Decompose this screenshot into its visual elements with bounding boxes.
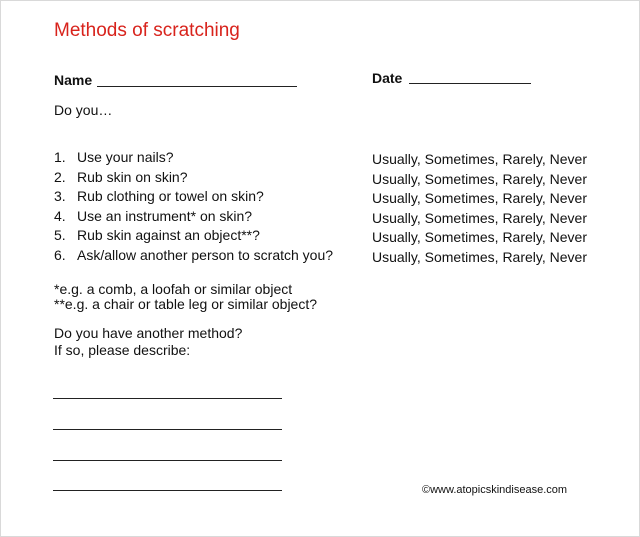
question-row <box>54 227 614 247</box>
question-number: 5. <box>54 227 66 244</box>
page-title: Methods of scratching <box>54 20 240 41</box>
answer-options: Usually, Sometimes, Rarely, Never <box>372 170 587 187</box>
question-text: Use an instrument* on skin? <box>77 207 253 224</box>
question-number: 1. <box>54 149 66 165</box>
question-number: 6. <box>54 246 66 263</box>
question-row <box>54 169 614 189</box>
footnote-double: **e.g. a chair or table leg or similar object? <box>54 296 318 312</box>
question-row <box>54 208 614 228</box>
name-label: Name <box>54 72 93 88</box>
question-text: Rub skin on skin? <box>77 168 188 185</box>
answer-blank-line[interactable] <box>53 490 282 491</box>
intro-text: Do you… <box>54 102 113 118</box>
question-text: Rub clothing or towel on skin? <box>77 188 264 205</box>
question-number: 3. <box>54 188 66 205</box>
other-method-prompt: If so, please describe: <box>54 342 191 358</box>
question-number: 2. <box>54 168 66 185</box>
answer-options: Usually, Sometimes, Rarely, Never <box>372 190 587 207</box>
copyright-text: ©www.atopicskindisease.com <box>422 484 568 496</box>
question-row <box>54 247 614 267</box>
answer-blank-line[interactable] <box>53 398 282 399</box>
date-label: Date <box>372 70 403 86</box>
question-row <box>54 188 614 208</box>
answer-options: Usually, Sometimes, Rarely, Never <box>372 248 587 265</box>
question-text: Use your nails? <box>77 149 174 165</box>
question-number: 4. <box>54 207 66 224</box>
date-blank-line[interactable] <box>409 83 531 84</box>
answer-blank-line[interactable] <box>53 460 282 461</box>
answer-options: Usually, Sometimes, Rarely, Never <box>372 209 587 226</box>
footnote-single: *e.g. a comb, a loofah or similar object <box>54 281 293 297</box>
question-row <box>54 149 614 169</box>
question-list <box>54 149 614 267</box>
answer-blank-line[interactable] <box>53 429 282 430</box>
answer-options: Usually, Sometimes, Rarely, Never <box>372 151 587 167</box>
name-blank-line[interactable] <box>97 86 297 87</box>
other-method-question: Do you have another method? <box>54 325 243 341</box>
question-text: Ask/allow another person to scratch you? <box>77 246 334 263</box>
answer-options: Usually, Sometimes, Rarely, Never <box>372 229 587 246</box>
question-text: Rub skin against an object**? <box>77 227 260 244</box>
